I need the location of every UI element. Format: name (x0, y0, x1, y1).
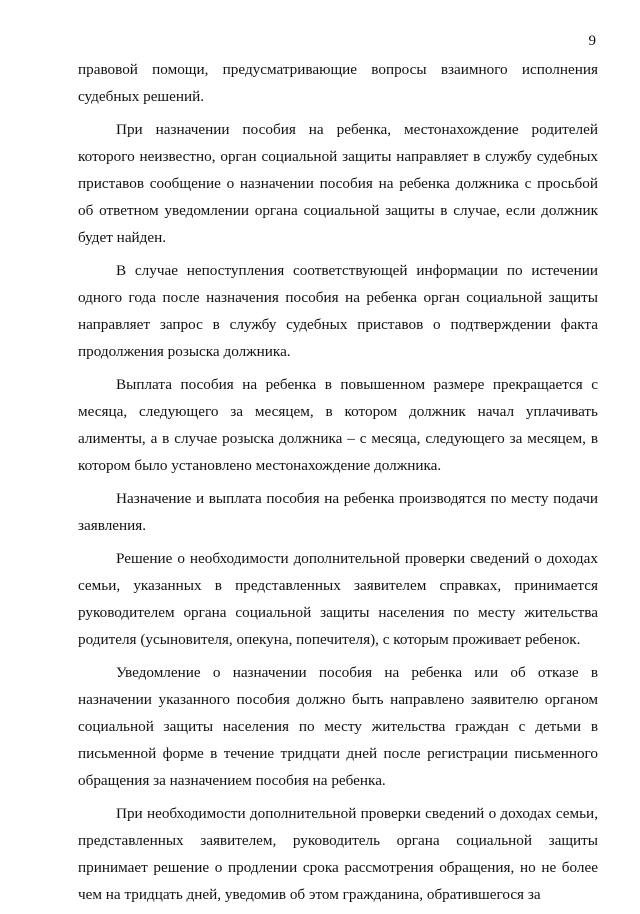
paragraph: В случае непоступления соответствующей информации по истечении одного года после назначения пособия на ребенка орган социальной защиты направляет запрос в службу судебных приставов о подтверждении факта продолжения розыска должника. (78, 262, 598, 360)
paragraph: При назначении пособия на ребенка, местонахождение родителей которого неизвестно, орган социальной защиты направляет в службу судебных приставов сообщение о назначении пособия на ребенка должника с просьбой об ответном уведомлении органа социальной защиты в случае, если должник будет найден. (78, 121, 598, 246)
paragraph: При необходимости дополнительной проверки сведений о доходах семьи, представленных заявителем, руководитель органа социальной защиты принимает решение о продлении срока рассмотрения обращения, но не более чем на тридцать дней, уведомив об этом гражданина, обратившегося за (78, 805, 598, 903)
paragraph: Выплата пособия на ребенка в повышенном размере прекращается с месяца, следующего за месяцем, в котором должник начал уплачивать алименты, а в случае розыска должника – с месяца, следующего за месяцем, в котором было установлено местонахождение должника. (78, 376, 598, 474)
page-number: 9 (588, 33, 596, 49)
paragraph: Уведомление о назначении пособия на ребенка или об отказе в назначении указанного пособия должно быть направлено заявителю органом социальной защиты населения по месту жительства граждан с детьми в письменной форме в течение тридцати дней после регистрации письменного обращения за назначением пособия на ребенка. (78, 664, 598, 789)
paragraph: Решение о необходимости дополнительной проверки сведений о доходах семьи, указанных в представленных заявителем справках, принимается руководителем органа социальной защиты населения по месту жительства родителя (усыновителя, опекуна, попечителя), с которым проживает ребенок. (78, 550, 598, 648)
paragraph-continuation: правовой помощи, предусматривающие вопросы взаимного исполнения судебных решений. (78, 61, 598, 105)
body-text (78, 56, 598, 914)
paragraph: Назначение и выплата пособия на ребенка производятся по месту подачи заявления. (78, 490, 598, 534)
